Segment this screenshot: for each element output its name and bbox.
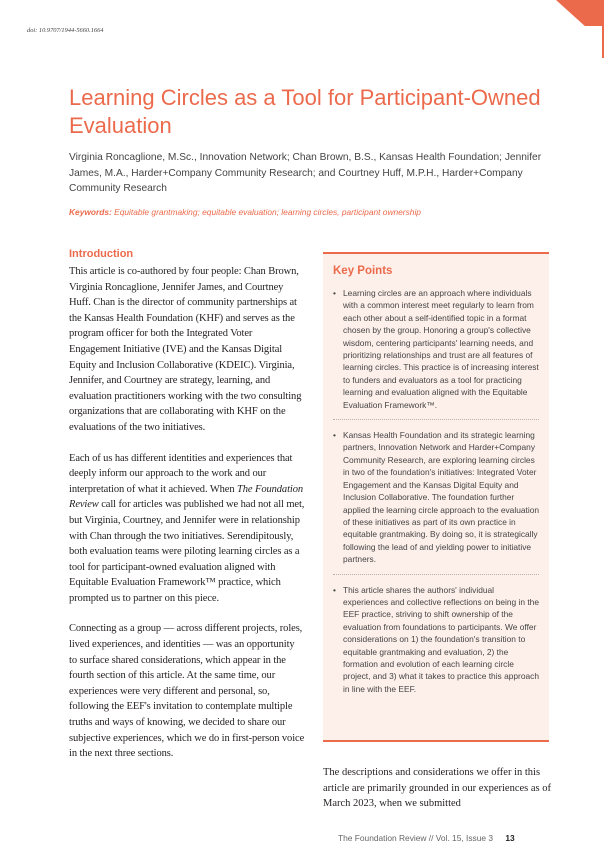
corner-accent-shape [556,0,604,26]
footer-journal: The Foundation Review // Vol. 15, Issue 3 [338,833,494,843]
doi: doi: 10.9707/1944-5660.1664 [27,27,104,34]
right-column-paragraph: The descriptions and considerations we offer in this article are primarily grounded in our experiences as of March 2023, when we submitted [323,767,551,810]
key-point-divider [333,419,539,421]
key-point-item: • Learning circles are an approach where individuals with a common interest meet regularly to learn from each other about a self-identified topic in a format chosen by the group. Honoring a group's collective wisdom, centering participants' learning needs, and prioritizing relationships and trust are all features of learning circles. This practice is of increasing interest to funders and evaluators as a tool for practicing learning and evaluation aligned with the Equitable Evaluation Framework™. [333,287,539,411]
keywords-label: Keywords: [69,207,112,217]
key-points-list [333,287,539,695]
key-point-item: • Kansas Health Foundation and its strategic learning partners, Innovation Network and Harder+Company Community Research, are exploring learning circles in two of the foundation's initiatives: Integrated Voter Engagement and the Kansas Digital Equity and Inclusion Collaborative. The foundation further applied the learning circle approach to the evaluation of these initiatives as part of its own practice in equitable grantmaking. By doing so, it is strategically following the lead of and yielding power to initiative partners. [333,429,539,565]
keywords-text: Equitable grantmaking; equitable evaluation; learning circles, participant ownership [114,207,421,217]
intro-paragraph-2-start: Each of us has different identities and experiences that deeply inform our approach to the work and our interpretation of what it achieved. When [69,452,293,495]
journal-title-italic: The Foundation Review [69,483,304,511]
key-points-box [323,252,549,742]
author-list: Virginia Roncaglione, M.Sc., Innovation Network; Chan Brown, B.S., Kansas Health Foundation; Jennifer James, M.A., Harder+Company Community Research; and Courtney Huff, M.P.H., Harder+Company Community Research [69,152,542,194]
intro-paragraph-3: Connecting as a group — across different projects, roles, lived experiences, and identities — was an opportunity to surface shared considerations, which appear in the fourth section of this article. At the same time, our experiences were very different and personal, so, following the EEF's invitation to contemplate multiple truths and ways of knowing, we decided to share our subjective experiences, which we do in first-person voice in the next three sections. [69,623,305,760]
intro-paragraph-2 [69,451,305,607]
key-points-heading: Key Points [333,265,393,277]
page-number: 13 [505,833,515,843]
keywords [69,207,569,217]
key-point-item: • This article shares the authors' individual experiences and collective reflections on being in the EEF practice, striving to shift ownership of the evaluation from foundations to participants. We offer considerations on 1) the foundation's transition to equitable grantmaking and evaluation, 2) the formation and evolution of each learning circle project, and 3) what it takes to practice this approach in line with the EEF. [333,584,539,696]
introduction-heading: Introduction [69,248,134,260]
article-title: Learning Circles as a Tool for Participant-Owned Evaluation [69,85,541,138]
page-footer [338,833,515,843]
key-point-divider [333,574,539,576]
intro-paragraph-2-rest: call for articles was published we had not all met, but Virginia, Courtney, and Jennifer were in relationship with Chan through the two initiatives. Serendipitously, both evaluation teams were piloting learning circles as a tool for participant-owned evaluation aligned with Equitable Evaluation Framework™ practice, which prompted us to partner on this piece. [69,499,305,604]
intro-paragraph-1: This article is co-authored by four people: Chan Brown, Virginia Roncaglione, Jennifer James, and Courtney Huff. Chan is the director of community partnerships at the Kansas Health Foundation (KHF) and serves as the program officer for both the Integrated Voter Engagement Initiative (IVE) and the Kansas Digital Equity and Inclusion Collaborative (KDEIC). Virginia, Jennifer, and Courtney are strategy, learning, and evaluation practitioners working with the two consulting organizations that are collaborating with KHF on the evaluations of the two initiatives. [69,266,302,433]
introduction-section [69,248,305,777]
